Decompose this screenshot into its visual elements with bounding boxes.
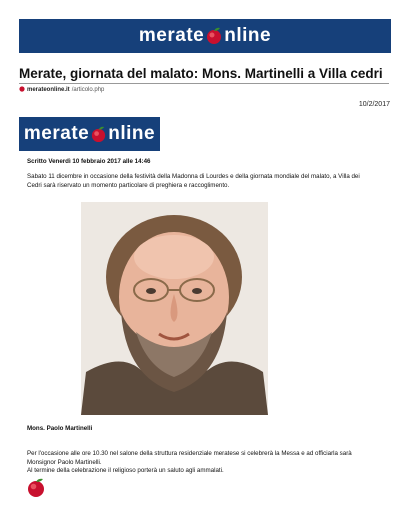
- cherry-icon: [90, 126, 107, 143]
- source-line[interactable]: [19, 86, 104, 94]
- site-logo: [139, 25, 271, 47]
- logo-text-right: nline: [224, 25, 272, 46]
- article-intro: Sabato 11 dicembre in occasione della festività della Madonna di Lourdes e della giornata mondiale del malato, a Villa dei Cedri sarà riservato un momento particolare di preghiera e raccoglimento.: [27, 173, 360, 189]
- article-paragraph: Al termine della celebrazione il religioso porterà un saluto agli ammalati.: [27, 467, 224, 475]
- article-title: Merate, giornata del malato: Mons. Martinelli a Villa cedri: [19, 66, 383, 81]
- article-banner: [19, 117, 160, 151]
- article-timestamp: Scritto Venerdì 10 febbraio 2017 alle 14:46: [27, 158, 151, 165]
- source-path: /articolo.php: [71, 87, 105, 93]
- photo-caption: Mons. Paolo Martinelli: [27, 425, 93, 432]
- article-logo-text-left: merate: [23, 123, 90, 144]
- cherry-icon: [26, 478, 46, 503]
- print-date: 10/2/2017: [358, 101, 390, 108]
- source-site: merateonline.it: [27, 87, 70, 93]
- article-body: [27, 450, 372, 476]
- article-photo: [81, 202, 268, 415]
- source-favicon-icon: [19, 86, 25, 94]
- article-logo-text-right: nline: [108, 123, 156, 144]
- header-banner[interactable]: [19, 19, 391, 53]
- cherry-icon: [205, 27, 223, 45]
- logo-text-left: merate: [138, 25, 205, 46]
- article-paragraph: Per l'occasione alle ore 10.30 nel salone della struttura residenziale meratese si celebrerà la Messa e ad officiarla sarà Monsignor Paolo Martinelli.: [27, 450, 352, 466]
- article-logo: [24, 123, 155, 145]
- title-divider: [19, 83, 389, 84]
